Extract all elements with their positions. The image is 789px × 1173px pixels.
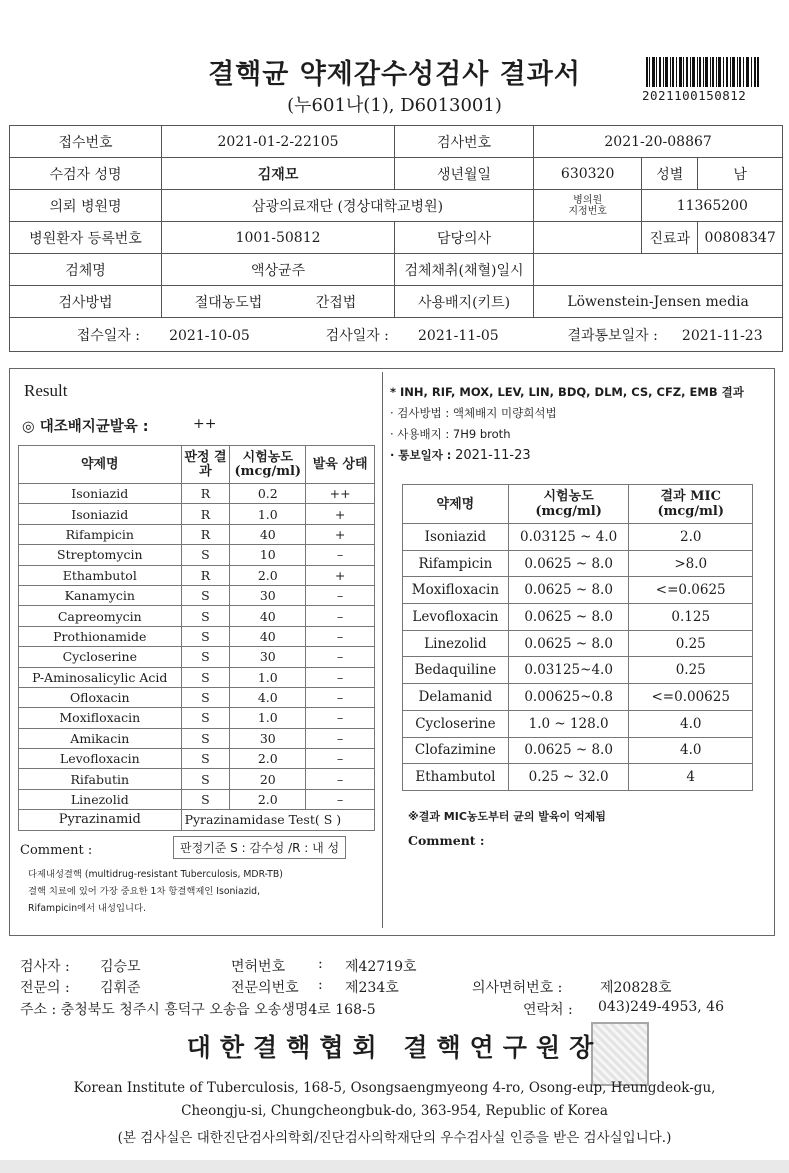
dst-drug: P-Aminosalicylic Acid xyxy=(19,667,182,687)
pza-name: Pyrazinamid xyxy=(19,810,182,830)
dst-row xyxy=(19,606,375,626)
dst-growth: – xyxy=(306,626,375,646)
dst-growth: – xyxy=(306,728,375,748)
license-colon: : xyxy=(318,956,323,972)
address: 주소 : 충청북도 청주시 흥덕구 오송읍 오송생명4로 168-5 xyxy=(20,1002,376,1018)
dst-result: S xyxy=(181,606,230,626)
mic-conc: 0.0625 ~ 8.0 xyxy=(508,737,629,764)
dst-row xyxy=(19,647,375,667)
test-no-label: 검사번호 xyxy=(395,126,534,158)
sex-value: 남 xyxy=(698,158,783,190)
specialist-label: 전문의 : xyxy=(20,980,70,996)
dst-conc: 1.0 xyxy=(230,708,306,728)
dst-table xyxy=(18,445,375,831)
dst-conc: 2.0 xyxy=(230,565,306,585)
mic-conc: 0.00625~0.8 xyxy=(508,684,629,711)
dst-result: S xyxy=(181,769,230,789)
dst-result: S xyxy=(181,626,230,646)
dst-drug: Cycloserine xyxy=(19,647,182,667)
barcode xyxy=(646,57,759,87)
dst-drug: Streptomycin xyxy=(19,545,182,565)
dst-row xyxy=(19,626,375,646)
left-comment-text xyxy=(28,866,373,917)
dst-drug: Linezolid xyxy=(19,789,182,809)
dst-conc: 40 xyxy=(230,626,306,646)
mic-col-result: 결과 MIC (mcg/ml) xyxy=(629,485,753,524)
patient-name-label: 수검자 성명 xyxy=(10,158,162,190)
medium-value: Löwenstein-Jensen media xyxy=(533,286,782,318)
doctor-label: 담당의사 xyxy=(395,222,534,254)
dst-result: S xyxy=(181,585,230,605)
dst-result: R xyxy=(181,484,230,504)
doctor-license-label: 의사면허번호 : xyxy=(472,980,563,996)
mic-result: 4.0 xyxy=(629,737,753,764)
dst-growth: + xyxy=(306,565,375,585)
dst-row xyxy=(19,667,375,687)
dst-result: S xyxy=(181,667,230,687)
dst-result: S xyxy=(181,687,230,707)
method-label: 검사방법 xyxy=(10,286,162,318)
mic-drug: Cycloserine xyxy=(403,710,509,737)
dst-row xyxy=(19,708,375,728)
certification-note: (본 검사실은 대한진단검사의학회/진단검사의학재단의 우수검사실 인증을 받은 검사실입니다.) xyxy=(117,1130,672,1146)
specialist-no-label: 전문의번호 xyxy=(231,980,299,996)
patient-name: 김재모 xyxy=(162,158,395,190)
sex-label: 성별 xyxy=(642,158,698,190)
medium-label: 사용배지(키트) xyxy=(395,286,534,318)
address-english-1: Korean Institute of Tuberculosis, 168-5, Osongsaengmyeong 4-ro, Osong-eup, Heungdeok-gu, xyxy=(73,1080,716,1096)
mic-drug: Clofazimine xyxy=(403,737,509,764)
mic-row xyxy=(403,604,753,631)
dst-result: S xyxy=(181,545,230,565)
license-no: 제42719호 xyxy=(345,959,417,975)
mic-drug: Levofloxacin xyxy=(403,604,509,631)
reported-date: 2021-11-23 xyxy=(681,327,763,344)
mic-table xyxy=(402,484,753,791)
dst-conc: 2.0 xyxy=(230,789,306,809)
dst-row xyxy=(19,565,375,585)
dst-row xyxy=(19,728,375,748)
mic-drug: Rifampicin xyxy=(403,550,509,577)
barcode-number: 2021100150812 xyxy=(642,88,747,103)
dst-growth: – xyxy=(306,708,375,728)
dept-label: 진료과 xyxy=(642,222,698,254)
dst-row xyxy=(19,789,375,809)
hospital-code-label xyxy=(533,190,641,222)
dst-conc: 4.0 xyxy=(230,687,306,707)
mic-drug: Isoniazid xyxy=(403,524,509,551)
dst-growth: – xyxy=(306,545,375,565)
mic-drug: Ethambutol xyxy=(403,764,509,791)
method-2: 간접법 xyxy=(315,294,357,311)
dst-growth: – xyxy=(306,647,375,667)
comment-line-1: 다제내성결핵 (multidrug-resistant Tuberculosis, MDR-TB) xyxy=(28,869,283,880)
dst-row xyxy=(19,769,375,789)
mic-drug: Moxifloxacin xyxy=(403,577,509,604)
dst-growth: – xyxy=(306,749,375,769)
dst-conc: 20 xyxy=(230,769,306,789)
mic-conc: 0.0625 ~ 8.0 xyxy=(508,577,629,604)
tested-date: 2021-11-05 xyxy=(418,327,499,344)
left-comment-label: Comment : xyxy=(20,843,93,858)
mic-row xyxy=(403,710,753,737)
address-english-2: Cheongju-si, Chungcheongbuk-do, 363-954, Republic of Korea xyxy=(181,1103,608,1119)
hospital-code-label-line2: 지정번호 xyxy=(568,205,607,217)
dept-value: 00808347 xyxy=(698,222,783,254)
mic-result: 0.125 xyxy=(629,604,753,631)
examiner-label: 검사자 : xyxy=(20,959,70,975)
mic-result: 0.25 xyxy=(629,657,753,684)
dates-row xyxy=(10,318,783,352)
doctor-value xyxy=(533,222,641,254)
mic-method-notes xyxy=(390,382,744,466)
dst-conc: 10 xyxy=(230,545,306,565)
contact-label: 연락처 : xyxy=(523,1002,573,1018)
dst-result: S xyxy=(181,728,230,748)
dst-growth: – xyxy=(306,687,375,707)
method-1: 절대농도법 xyxy=(194,294,263,311)
mic-conc: 0.03125 ~ 4.0 xyxy=(508,524,629,551)
dst-drug: Rifampicin xyxy=(19,524,182,544)
criteria-legend: 판정기준 S : 감수성 /R : 내 성 xyxy=(173,836,346,859)
pza-result: Pyrazinamidase Test( S ) xyxy=(181,810,374,830)
reception-no-label: 접수번호 xyxy=(10,126,162,158)
dst-drug: Ofloxacin xyxy=(19,687,182,707)
dst-result: R xyxy=(181,565,230,585)
mic-row xyxy=(403,657,753,684)
dst-conc: 2.0 xyxy=(230,749,306,769)
dst-growth: – xyxy=(306,769,375,789)
dst-drug: Rifabutin xyxy=(19,769,182,789)
dst-growth: + xyxy=(306,524,375,544)
section-divider xyxy=(382,372,383,928)
dst-drug: Isoniazid xyxy=(19,484,182,504)
birth-label: 생년월일 xyxy=(395,158,534,190)
mic-result: 4 xyxy=(629,764,753,791)
mic-note-date xyxy=(390,445,744,466)
received-date: 2021-10-05 xyxy=(169,327,250,344)
dst-result: R xyxy=(181,524,230,544)
dst-growth: ++ xyxy=(306,484,375,504)
mic-footnote: ※결과 MIC농도부터 균의 발육이 억제됨 xyxy=(408,810,606,823)
method-value xyxy=(162,286,395,318)
mic-result: 2.0 xyxy=(629,524,753,551)
mic-conc: 0.0625 ~ 8.0 xyxy=(508,630,629,657)
dst-col-drug: 약제명 xyxy=(19,446,182,484)
tested-label: 검사일자 : xyxy=(325,327,389,344)
mic-row xyxy=(403,684,753,711)
received-label: 접수일자 : xyxy=(76,327,140,344)
dst-growth: – xyxy=(306,789,375,809)
dst-conc: 30 xyxy=(230,585,306,605)
result-label: Result xyxy=(24,381,68,400)
hosp-patient-no-label: 병원환자 등록번호 xyxy=(10,222,162,254)
patient-info-table xyxy=(9,125,783,352)
mic-result: 0.25 xyxy=(629,630,753,657)
right-comment-label: Comment : xyxy=(408,833,485,848)
mic-row xyxy=(403,630,753,657)
dst-col-conc: 시험농도 (mcg/ml) xyxy=(230,446,306,484)
dst-conc: 0.2 xyxy=(230,484,306,504)
mic-result: <=0.00625 xyxy=(629,684,753,711)
specimen-label: 검체명 xyxy=(10,254,162,286)
mic-col-conc: 시험농도 (mcg/ml) xyxy=(508,485,629,524)
hospital-name: 삼광의료재단 (경상대학교병원) xyxy=(162,190,534,222)
mic-row xyxy=(403,764,753,791)
mic-conc: 1.0 ~ 128.0 xyxy=(508,710,629,737)
dst-result: R xyxy=(181,504,230,524)
dst-growth: – xyxy=(306,606,375,626)
dst-col-result: 판정 결과 xyxy=(181,446,230,484)
reported-label: 결과통보일자 : xyxy=(567,327,658,344)
birth-value: 630320 xyxy=(533,158,641,190)
mic-result: <=0.0625 xyxy=(629,577,753,604)
specialist-name: 김휘준 xyxy=(100,980,141,996)
specialist-no-colon: : xyxy=(318,977,323,993)
document-code: (누601나(1), D6013001) xyxy=(287,95,502,116)
doctor-license-no: 제20828호 xyxy=(600,980,672,996)
dst-row xyxy=(19,749,375,769)
dst-drug: Amikacin xyxy=(19,728,182,748)
dst-conc: 1.0 xyxy=(230,667,306,687)
mic-note-drugs: * INH, RIF, MOX, LEV, LIN, BDQ, DLM, CS, CFZ, EMB 결과 xyxy=(390,385,744,399)
mic-row xyxy=(403,524,753,551)
mic-row xyxy=(403,577,753,604)
comment-line-3: Rifampicin에서 내성입니다. xyxy=(28,903,146,914)
mic-conc: 0.25 ~ 32.0 xyxy=(508,764,629,791)
test-no: 2021-20-08867 xyxy=(533,126,782,158)
dst-growth: – xyxy=(306,585,375,605)
dst-drug: Kanamycin xyxy=(19,585,182,605)
hospital-label: 의뢰 병원명 xyxy=(10,190,162,222)
dst-drug: Ethambutol xyxy=(19,565,182,585)
mic-drug: Bedaquiline xyxy=(403,657,509,684)
mic-report-date-label: · 통보일자 : xyxy=(390,448,452,462)
dst-result: S xyxy=(181,749,230,769)
comment-line-2: 결핵 치료에 있어 가장 중요한 1차 항결핵제인 Isoniazid, xyxy=(28,886,261,897)
control-growth-value: ++ xyxy=(193,416,217,432)
examiner-name: 김승모 xyxy=(100,959,141,975)
dst-row xyxy=(19,504,375,524)
mic-report-date: 2021-11-23 xyxy=(455,448,531,463)
dst-conc: 30 xyxy=(230,728,306,748)
dst-growth: + xyxy=(306,504,375,524)
dst-drug: Levofloxacin xyxy=(19,749,182,769)
hosp-patient-no: 1001-50812 xyxy=(162,222,395,254)
contact: 043)249-4953, 46 xyxy=(598,999,724,1015)
dst-drug: Capreomycin xyxy=(19,606,182,626)
reception-no: 2021-01-2-22105 xyxy=(162,126,395,158)
hospital-code-label-line1: 병의원 xyxy=(573,194,603,206)
mic-row xyxy=(403,550,753,577)
mic-row xyxy=(403,737,753,764)
mic-drug: Linezolid xyxy=(403,630,509,657)
dst-drug: Prothionamide xyxy=(19,626,182,646)
mic-result: 4.0 xyxy=(629,710,753,737)
dst-row xyxy=(19,545,375,565)
dst-conc: 1.0 xyxy=(230,504,306,524)
dst-result: S xyxy=(181,708,230,728)
control-growth-label: ◎ 대조배지균발육 : xyxy=(22,419,149,435)
dst-drug: Isoniazid xyxy=(19,504,182,524)
dst-result: S xyxy=(181,647,230,667)
issuer-title: 대한결핵협회 결핵연구원장 xyxy=(186,1033,603,1062)
dst-row xyxy=(19,585,375,605)
mic-result: >8.0 xyxy=(629,550,753,577)
mic-conc: 0.03125~4.0 xyxy=(508,657,629,684)
mic-note-medium: · 사용배지 : 7H9 broth xyxy=(390,427,511,441)
mic-conc: 0.0625 ~ 8.0 xyxy=(508,604,629,631)
collection-value xyxy=(533,254,782,286)
collection-label: 검체채취(채혈)일시 xyxy=(395,254,534,286)
dst-row xyxy=(19,524,375,544)
mic-note-method: · 검사방법 : 액체배지 미량희석법 xyxy=(390,406,557,420)
specimen-value: 액상균주 xyxy=(162,254,395,286)
dst-growth: – xyxy=(306,667,375,687)
dst-row xyxy=(19,484,375,504)
mic-drug: Delamanid xyxy=(403,684,509,711)
dst-conc: 40 xyxy=(230,606,306,626)
dst-conc: 40 xyxy=(230,524,306,544)
license-label: 면허번호 xyxy=(231,959,286,975)
dst-col-growth: 발육 상태 xyxy=(306,446,375,484)
mic-conc: 0.0625 ~ 8.0 xyxy=(508,550,629,577)
dst-result: S xyxy=(181,789,230,809)
dst-conc: 30 xyxy=(230,647,306,667)
specialist-no: 제234호 xyxy=(345,980,399,996)
document-title: 결핵균 약제감수성검사 결과서 xyxy=(208,59,581,90)
dst-drug: Moxifloxacin xyxy=(19,708,182,728)
dst-row xyxy=(19,687,375,707)
page-bottom-edge xyxy=(0,1160,789,1173)
hospital-code: 11365200 xyxy=(642,190,783,222)
mic-col-drug: 약제명 xyxy=(403,485,509,524)
